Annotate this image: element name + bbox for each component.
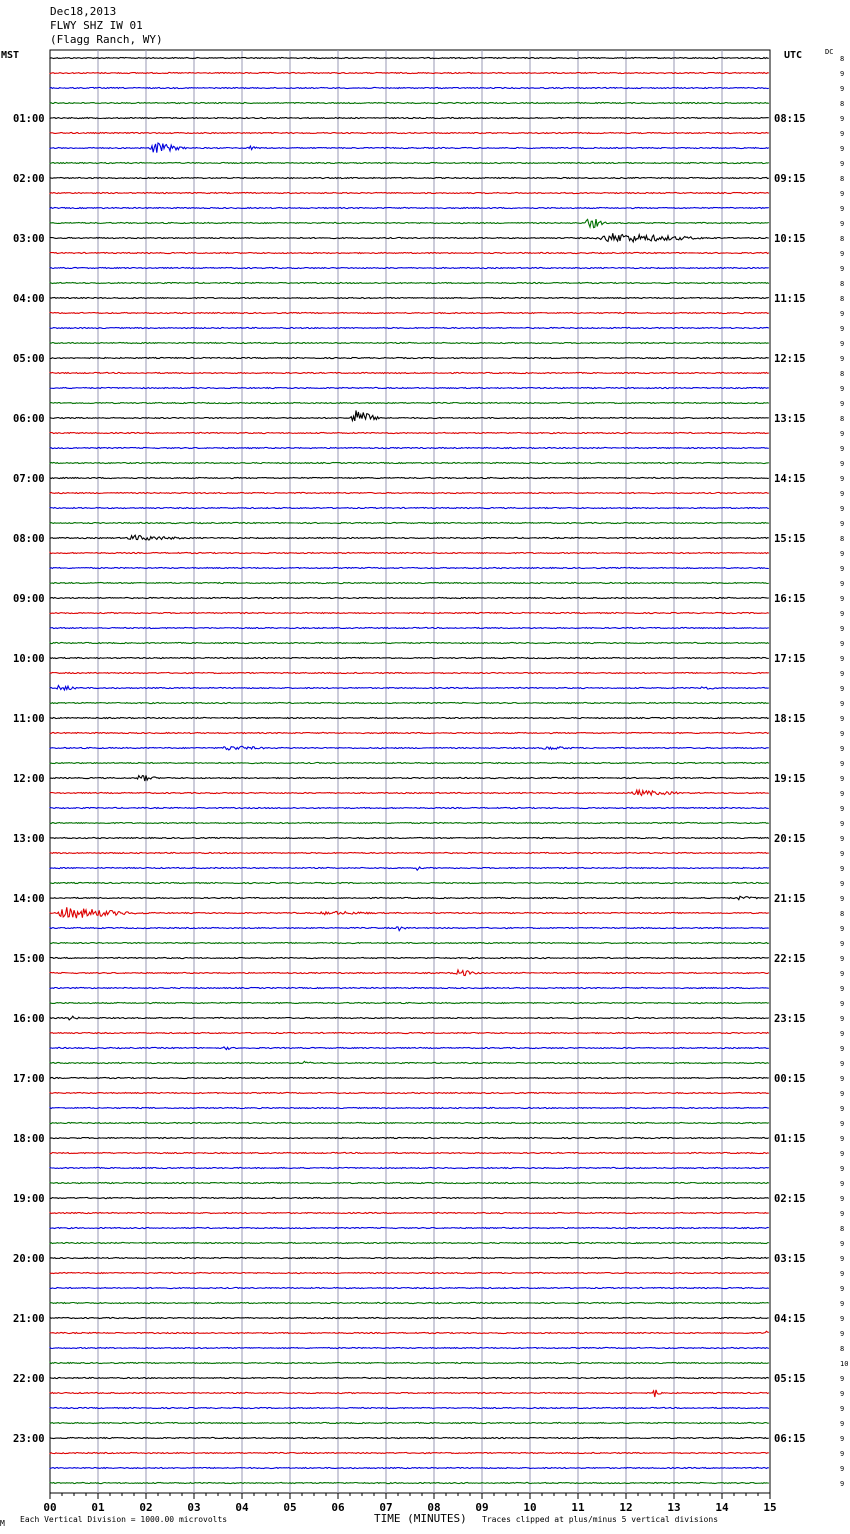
seismic-trace: [50, 267, 769, 268]
utc-hour-label: 06:15: [774, 1433, 806, 1445]
dc-offset-label: 9: [840, 1420, 845, 1428]
dc-offset-label: 9: [840, 1090, 845, 1098]
seismic-trace: [50, 1167, 769, 1168]
x-tick-label: 13: [667, 1501, 681, 1514]
mst-hour-label: 13:00: [13, 833, 45, 845]
dc-offset-label: 8: [840, 280, 845, 288]
seismic-trace: [50, 1212, 769, 1213]
seismic-trace: [50, 1137, 769, 1138]
station-code: FLWY SHZ IW 01: [50, 19, 143, 32]
x-tick-label: 00: [43, 1501, 57, 1514]
dc-offset-label: 9: [840, 85, 845, 93]
seismic-trace: [50, 942, 769, 943]
mst-hour-label: 08:00: [13, 533, 45, 545]
dc-offset-label: 8: [840, 235, 845, 243]
dc-offset-label: 9: [840, 760, 845, 768]
dc-offset-label: 8: [840, 370, 845, 378]
utc-hour-label: 12:15: [774, 353, 806, 365]
dc-offset-label: 9: [840, 1000, 845, 1008]
seismic-trace: [50, 522, 769, 523]
mst-hour-label: 02:00: [13, 173, 45, 185]
utc-hour-label: 17:15: [774, 653, 806, 665]
seismic-trace: [50, 1227, 769, 1228]
dc-offset-label: 9: [840, 550, 845, 558]
mst-hour-label: 03:00: [13, 233, 45, 245]
seismic-trace: [50, 686, 769, 690]
seismic-trace: [50, 432, 769, 433]
dc-offset-label: 9: [840, 1180, 845, 1188]
dc-offset-label: 9: [840, 670, 845, 678]
dc-offset-label: 9: [840, 1330, 845, 1338]
dc-offset-label: 9: [840, 805, 845, 813]
mst-hour-label: 16:00: [13, 1013, 45, 1025]
seismic-trace: [50, 907, 769, 918]
utc-hour-label: 16:15: [774, 593, 806, 605]
utc-hour-label: 10:15: [774, 233, 806, 245]
dc-offset-label: 9: [840, 1465, 845, 1473]
seismic-trace: [50, 252, 769, 253]
dc-offset-label: 9: [840, 730, 845, 738]
seismic-trace: [50, 1437, 769, 1438]
seismic-trace: [50, 612, 769, 613]
dc-offset-label: 9: [840, 1150, 845, 1158]
mst-hour-label: 19:00: [13, 1193, 45, 1205]
seismic-trace: [50, 987, 769, 988]
seismic-trace: [50, 582, 769, 583]
dc-offset-label: 9: [840, 985, 845, 993]
seismic-trace: [50, 1422, 769, 1423]
dc-offset-label: 9: [840, 1450, 845, 1458]
dc-offset-label: 9: [840, 1285, 845, 1293]
mst-hour-label: 06:00: [13, 413, 45, 425]
seismic-trace: [50, 219, 769, 228]
seismic-trace: [50, 102, 769, 103]
utc-hour-label: 02:15: [774, 1193, 806, 1205]
seismic-trace: [50, 1407, 769, 1408]
seismic-trace: [50, 552, 769, 553]
seismic-trace: [50, 1272, 769, 1273]
seismic-trace: [50, 775, 769, 781]
dc-offset-label: 9: [840, 625, 845, 633]
dc-offset-label: 8: [840, 55, 845, 63]
seismic-trace: [50, 762, 769, 763]
dc-offset-label: 8: [840, 1225, 845, 1233]
seismic-trace: [50, 177, 769, 178]
x-tick-label: 05: [283, 1501, 297, 1514]
dc-offset-label: 9: [840, 400, 845, 408]
seismic-trace: [50, 567, 769, 568]
mst-hour-label: 09:00: [13, 593, 45, 605]
utc-hour-label: 21:15: [774, 893, 806, 905]
seismic-trace: [50, 1287, 769, 1288]
x-axis-label: TIME (MINUTES): [374, 1512, 467, 1525]
x-tick-label: 01: [91, 1501, 105, 1514]
mst-hour-label: 10:00: [13, 653, 45, 665]
seismic-trace: [50, 477, 769, 478]
seismic-trace: [50, 1061, 769, 1063]
utc-hour-label: 05:15: [774, 1373, 806, 1385]
dc-offset-label: 9: [840, 250, 845, 258]
x-tick-label: 03: [187, 1501, 201, 1514]
dc-offset-label: 9: [840, 610, 845, 618]
seismic-trace: [50, 207, 769, 208]
dc-offset-label: 9: [840, 490, 845, 498]
seismic-trace: [50, 867, 769, 870]
dc-offset-label: 9: [840, 160, 845, 168]
dc-offset-label: 9: [840, 1435, 845, 1443]
seismic-trace: [50, 657, 769, 658]
x-tick-label: 02: [139, 1501, 153, 1514]
seismic-trace: [50, 233, 769, 242]
utc-hour-label: 00:15: [774, 1073, 806, 1085]
dc-offset-label: 9: [840, 580, 845, 588]
dc-offset-label: 9: [840, 895, 845, 903]
dc-offset-label: 9: [840, 205, 845, 213]
seismic-trace: [50, 807, 769, 808]
dc-offset-label: 9: [840, 685, 845, 693]
seismic-trace: [50, 1107, 769, 1108]
mst-hour-label: 15:00: [13, 953, 45, 965]
x-tick-label: 15: [763, 1501, 777, 1514]
seismic-trace: [50, 1242, 769, 1243]
dc-offset-label: 9: [840, 1120, 845, 1128]
mst-hour-label: 18:00: [13, 1133, 45, 1145]
dc-offset-label: 9: [840, 325, 845, 333]
mst-axis-title: MST: [1, 50, 20, 61]
seismic-trace: [50, 1452, 769, 1453]
dc-offset-label: 9: [840, 655, 845, 663]
seismic-trace: [50, 852, 769, 853]
utc-hour-label: 22:15: [774, 953, 806, 965]
seismic-trace: [50, 746, 769, 750]
dc-offset-label: 9: [840, 565, 845, 573]
x-tick-label: 14: [715, 1501, 729, 1514]
mst-hour-label: 05:00: [13, 353, 45, 365]
dc-offset-label: 9: [840, 1165, 845, 1173]
x-tick-label: 10: [523, 1501, 537, 1514]
dc-offset-label: 9: [840, 1300, 845, 1308]
dc-offset-label: 9: [840, 1135, 845, 1143]
seismic-trace: [50, 387, 769, 388]
seismic-trace: [50, 447, 769, 448]
dc-offset-label: 9: [840, 1390, 845, 1398]
mst-hour-label: 21:00: [13, 1313, 45, 1325]
seismic-trace: [50, 627, 769, 628]
seismic-trace: [50, 143, 769, 153]
seismic-trace: [50, 1122, 769, 1123]
x-tick-label: 04: [235, 1501, 249, 1514]
utc-hour-label: 14:15: [774, 473, 806, 485]
utc-hour-label: 09:15: [774, 173, 806, 185]
seismic-trace: [50, 1482, 769, 1483]
dc-label: DC: [825, 48, 834, 56]
seismic-trace: [50, 327, 769, 328]
seismic-trace: [50, 535, 769, 540]
seismic-trace: [50, 282, 769, 283]
seismic-trace: [50, 702, 769, 703]
dc-offset-label: 9: [840, 70, 845, 78]
mst-hour-label: 11:00: [13, 713, 45, 725]
dc-offset-label: 8: [840, 100, 845, 108]
utc-hour-label: 23:15: [774, 1013, 806, 1025]
seismic-trace: [50, 462, 769, 463]
x-tick-label: 07: [379, 1501, 393, 1514]
seismic-trace: [50, 896, 769, 899]
dc-offset-label: 9: [840, 1075, 845, 1083]
plot-frame: [50, 50, 770, 1493]
dc-offset-label: 8: [840, 415, 845, 423]
seismic-trace: [50, 410, 769, 420]
x-tick-label: 12: [619, 1501, 633, 1514]
utc-hour-label: 20:15: [774, 833, 806, 845]
seismic-trace: [50, 970, 769, 976]
mst-hour-label: 07:00: [13, 473, 45, 485]
dc-offset-label: 9: [840, 265, 845, 273]
dc-offset-label: 9: [840, 595, 845, 603]
dc-offset-label: 9: [840, 1015, 845, 1023]
scale-note: Each Vertical Division = 1000.00 microvolts: [20, 1515, 228, 1524]
dc-offset-label: 9: [840, 520, 845, 528]
dc-offset-label: 9: [840, 220, 845, 228]
seismic-trace: [50, 1331, 769, 1333]
seismic-trace: [50, 882, 769, 883]
utc-hour-label: 19:15: [774, 773, 806, 785]
dc-offset-label: 9: [840, 355, 845, 363]
dc-offset-label: 9: [840, 385, 845, 393]
dc-offset-label: 9: [840, 340, 845, 348]
utc-hour-label: 13:15: [774, 413, 806, 425]
dc-offset-label: 9: [840, 640, 845, 648]
seismic-trace: [50, 492, 769, 493]
dc-offset-label: 9: [840, 475, 845, 483]
seismic-trace: [50, 372, 769, 373]
utc-hour-label: 11:15: [774, 293, 806, 305]
dc-offset-label: 9: [840, 1480, 845, 1488]
x-tick-label: 08: [427, 1501, 441, 1514]
dc-offset-label: 9: [840, 1240, 845, 1248]
utc-axis-title: UTC: [784, 50, 803, 61]
seismic-trace: [50, 672, 769, 673]
seismic-trace: [50, 597, 769, 598]
dc-offset-label: 9: [840, 835, 845, 843]
utc-hour-label: 08:15: [774, 113, 806, 125]
seismic-trace: [50, 1362, 769, 1363]
seismic-trace: [50, 642, 769, 643]
seismic-trace: [50, 927, 769, 931]
mst-hour-label: 20:00: [13, 1253, 45, 1265]
seismic-trace: [50, 822, 769, 823]
dc-offset-label: 9: [840, 1255, 845, 1263]
dc-offset-label: 9: [840, 700, 845, 708]
utc-hour-label: 15:15: [774, 533, 806, 545]
dc-offset-label: 9: [840, 880, 845, 888]
x-tick-label: 09: [475, 1501, 489, 1514]
clip-note: Traces clipped at plus/minus 5 vertical divisions: [482, 1515, 719, 1524]
dc-offset-label: 9: [840, 1405, 845, 1413]
seismic-trace: [50, 1182, 769, 1183]
utc-hour-label: 01:15: [774, 1133, 806, 1145]
seismic-trace: [50, 1047, 769, 1050]
utc-hour-label: 04:15: [774, 1313, 806, 1325]
seismic-trace: [50, 1390, 769, 1397]
dc-offset-label: 9: [840, 1270, 845, 1278]
seismic-trace: [50, 1377, 769, 1378]
dc-offset-label: 9: [840, 505, 845, 513]
dc-offset-label: 9: [840, 1045, 845, 1053]
dc-offset-label: 9: [840, 130, 845, 138]
record-date: Dec18,2013: [50, 5, 117, 18]
seismic-trace: [50, 342, 769, 343]
dc-offset-label: 9: [840, 820, 845, 828]
seismic-trace: [50, 132, 769, 133]
mst-hour-label: 23:00: [13, 1433, 45, 1445]
seismic-trace: [50, 1257, 769, 1258]
mst-hour-label: 04:00: [13, 293, 45, 305]
seismic-trace: [50, 1002, 769, 1003]
seismic-trace: [50, 1197, 769, 1198]
seismic-trace: [50, 162, 769, 163]
seismic-trace: [50, 957, 769, 958]
seismic-trace: [50, 1302, 769, 1303]
dc-offset-label: 9: [840, 1195, 845, 1203]
seismic-trace: [50, 72, 769, 73]
dc-offset-label: 9: [840, 445, 845, 453]
dc-offset-label: 8: [840, 535, 845, 543]
dc-offset-label: 8: [840, 175, 845, 183]
seismic-trace: [50, 732, 769, 733]
dc-offset-label: 9: [840, 775, 845, 783]
dc-offset-label: 9: [840, 310, 845, 318]
seismic-trace: [50, 1092, 769, 1093]
seismic-trace: [50, 507, 769, 508]
mst-hour-label: 14:00: [13, 893, 45, 905]
dc-offset-label: 8: [840, 295, 845, 303]
dc-offset-label: 9: [840, 1315, 845, 1323]
dc-offset-label: 9: [840, 1210, 845, 1218]
dc-offset-label: 9: [840, 1030, 845, 1038]
seismic-trace: [50, 1077, 769, 1078]
seismic-trace: [50, 1016, 769, 1020]
dc-offset-label: 9: [840, 115, 845, 123]
dc-offset-label: 9: [840, 955, 845, 963]
seismic-trace: [50, 1347, 769, 1348]
station-location: (Flagg Ranch, WY): [50, 33, 163, 46]
seismic-trace: [50, 790, 769, 795]
dc-offset-label: 10: [840, 1360, 849, 1368]
dc-offset-label: 9: [840, 1060, 845, 1068]
dc-offset-label: 9: [840, 745, 845, 753]
seismic-trace: [50, 402, 769, 403]
utc-hour-label: 03:15: [774, 1253, 806, 1265]
dc-offset-label: 9: [840, 1375, 845, 1383]
seismic-trace: [50, 87, 769, 88]
mst-hour-label: 22:00: [13, 1373, 45, 1385]
dc-offset-label: 9: [840, 1105, 845, 1113]
dc-offset-label: 8: [840, 1345, 845, 1353]
seismic-trace: [50, 837, 769, 838]
corner-mark: M: [0, 1519, 5, 1528]
seismic-trace: [50, 297, 769, 298]
seismic-trace: [50, 192, 769, 193]
seismic-trace: [50, 1032, 769, 1033]
seismic-trace: [50, 117, 769, 118]
x-tick-label: 06: [331, 1501, 345, 1514]
dc-offset-label: 9: [840, 925, 845, 933]
seismic-trace: [50, 1467, 769, 1468]
dc-offset-label: 8: [840, 910, 845, 918]
dc-offset-label: 9: [840, 430, 845, 438]
seismic-trace: [50, 57, 769, 58]
seismic-trace: [50, 312, 769, 313]
dc-offset-label: 9: [840, 790, 845, 798]
x-tick-label: 11: [571, 1501, 585, 1514]
dc-offset-label: 9: [840, 940, 845, 948]
mst-hour-label: 17:00: [13, 1073, 45, 1085]
utc-hour-label: 18:15: [774, 713, 806, 725]
dc-offset-label: 9: [840, 145, 845, 153]
dc-offset-label: 9: [840, 460, 845, 468]
dc-offset-label: 9: [840, 850, 845, 858]
dc-offset-label: 9: [840, 715, 845, 723]
dc-offset-label: 9: [840, 190, 845, 198]
seismic-trace: [50, 357, 769, 358]
seismic-trace: [50, 1317, 769, 1318]
dc-offset-label: 9: [840, 970, 845, 978]
mst-hour-label: 12:00: [13, 773, 45, 785]
seismic-trace: [50, 1152, 769, 1153]
mst-hour-label: 01:00: [13, 113, 45, 125]
seismic-trace: [50, 717, 769, 718]
dc-offset-label: 9: [840, 865, 845, 873]
